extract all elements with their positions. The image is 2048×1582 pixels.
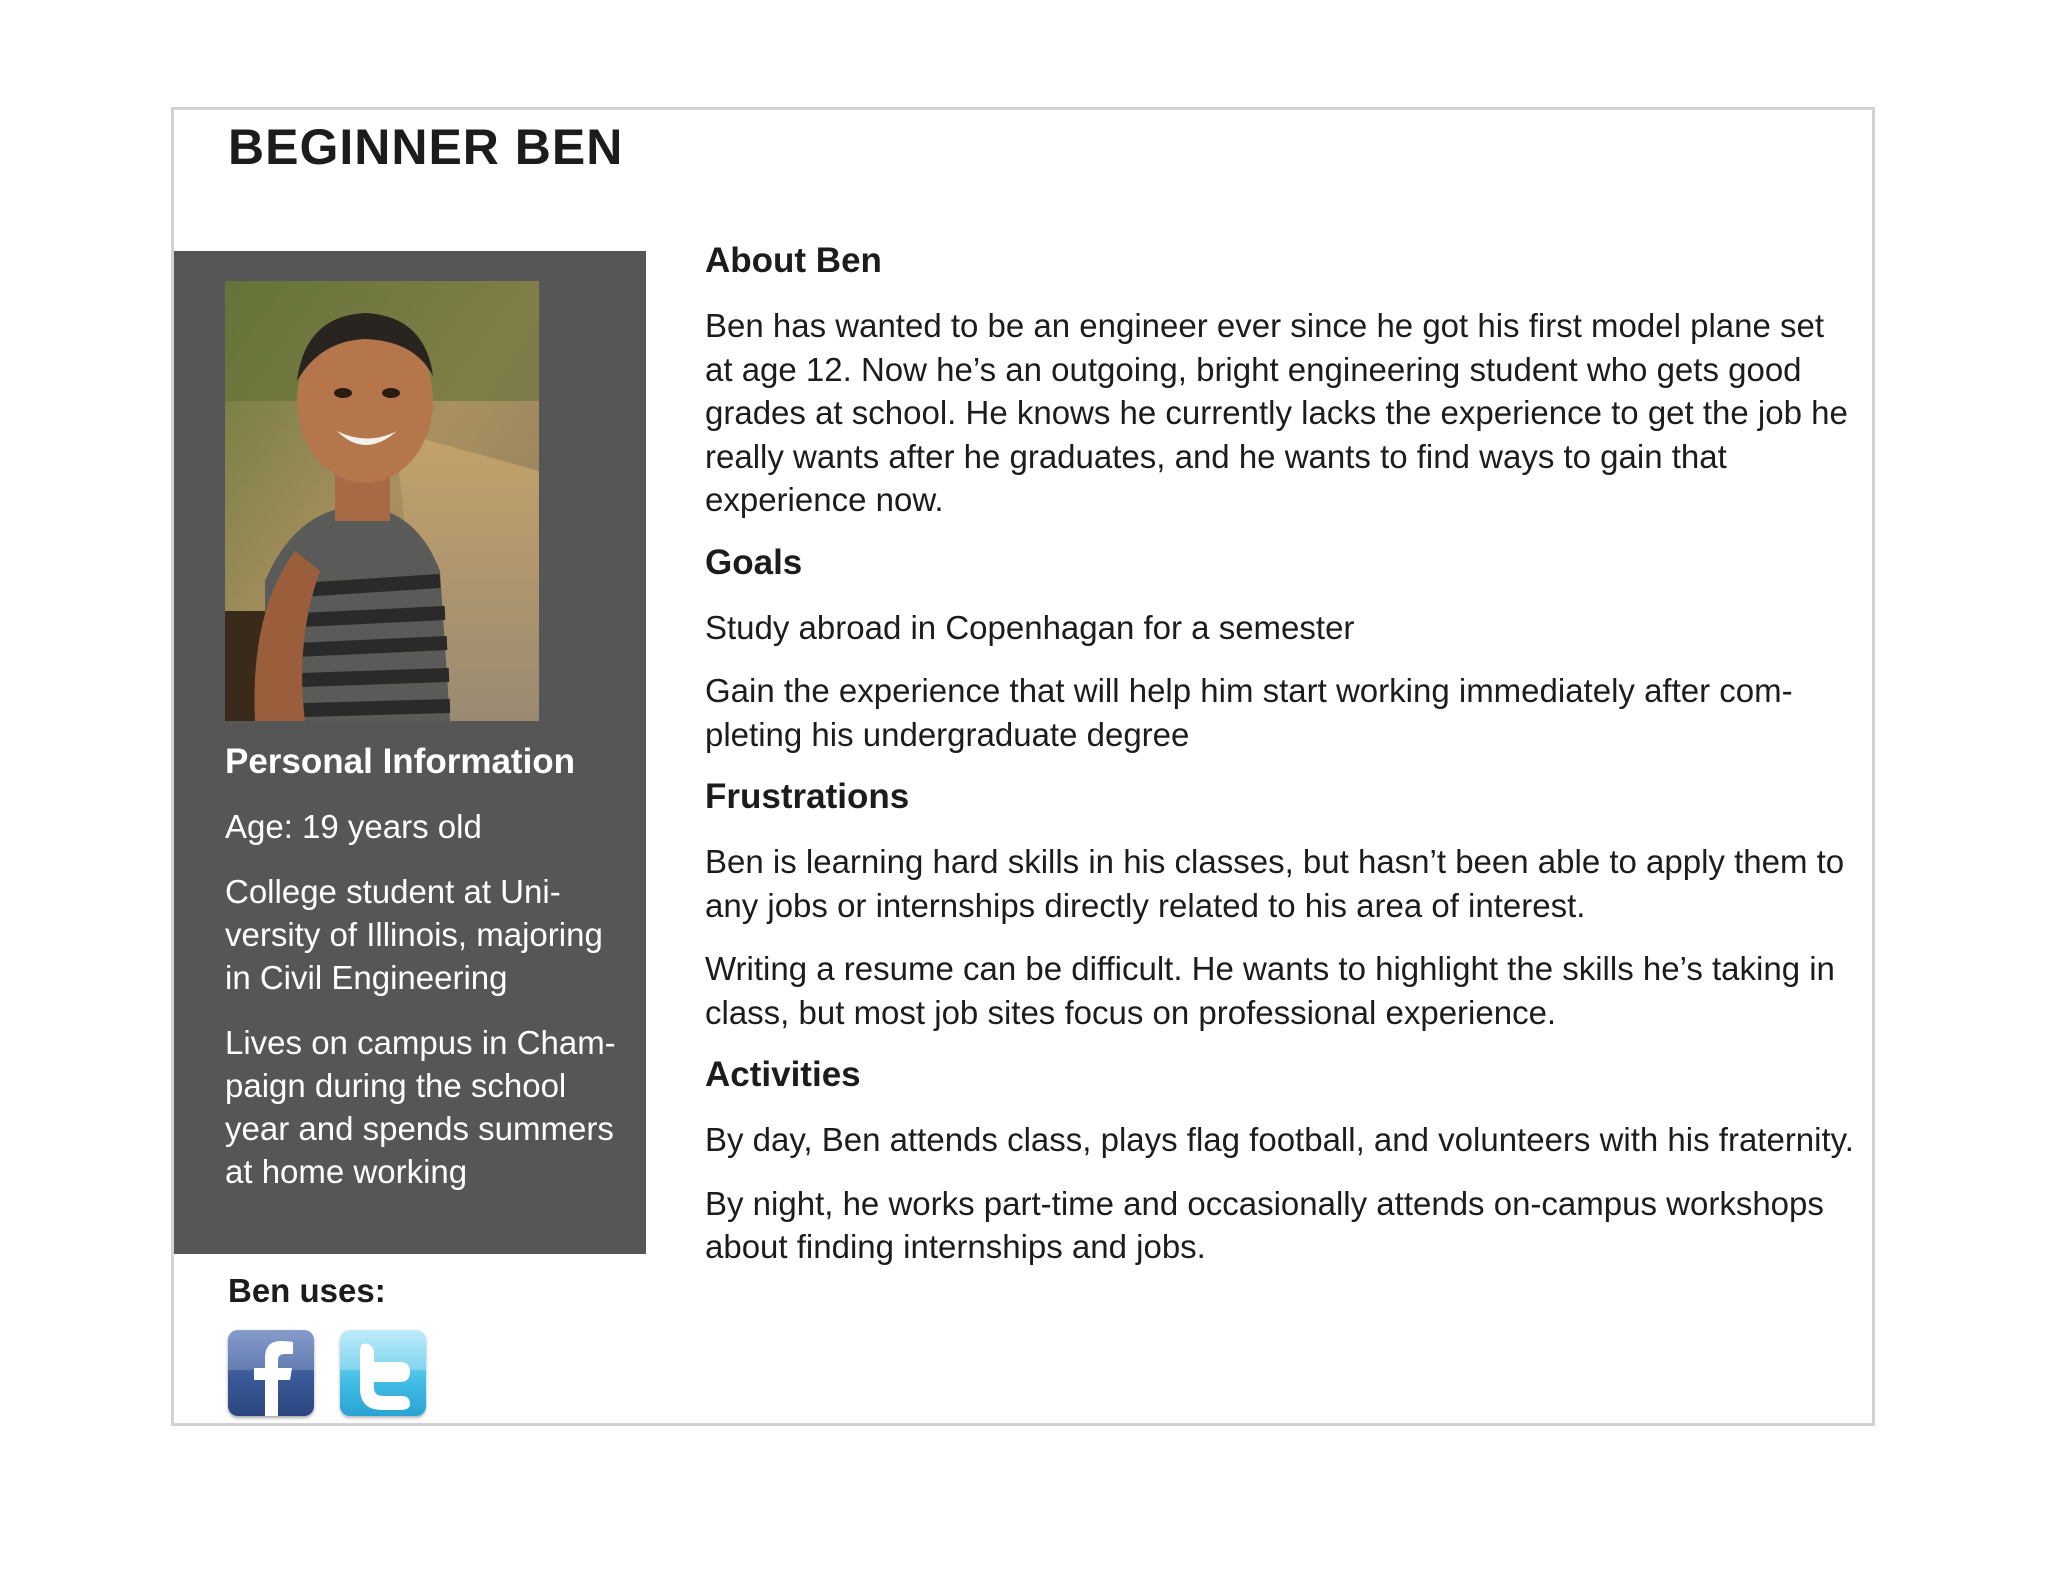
persona-photo — [225, 281, 539, 721]
apps-used — [228, 1270, 426, 1416]
activity-item: By night, he works part-time and occasionally attends on-campus workshops about finding internships and jobs. — [705, 1184, 1824, 1265]
goals-heading: Goals — [705, 542, 803, 582]
persona-card — [171, 107, 1875, 1426]
personal-info-age: Age: 19 years old — [225, 808, 482, 845]
apps-used-label: Ben uses: — [228, 1272, 386, 1309]
apps-icon-row — [228, 1330, 426, 1416]
personal-info — [225, 741, 625, 1215]
goal-item: Gain the experience that will help him start working immediately after com-pleting his undergraduate degree — [705, 672, 1793, 753]
personal-info-heading: Personal Information — [225, 742, 576, 781]
frustration-item: Ben is learning hard skills in his classes, but hasn’t been able to apply them to any jobs or internships directly related to his area of interest. — [705, 843, 1845, 924]
persona-details — [705, 240, 1855, 1289]
twitter-icon — [340, 1330, 426, 1416]
persona-title: BEGINNER BEN — [228, 119, 624, 175]
activity-item: By day, Ben attends class, plays flag football, and volunteers with his fraternity. — [705, 1121, 1854, 1158]
personal-info-education: College student at Uni-versity of Illinois, majoring in Civil Engineering — [225, 873, 603, 996]
goal-item: Study abroad in Copenhagan for a semester — [705, 608, 1355, 646]
frustration-item: Writing a resume can be difficult. He wants to highlight the skills he’s taking in class, but most job sites focus on professional experience. — [705, 950, 1835, 1031]
personal-info-panel — [174, 251, 646, 1254]
about-heading: About Ben — [705, 241, 882, 280]
activities-heading: Activities — [705, 1055, 861, 1094]
about-paragraph: Ben has wanted to be an engineer ever since he got his first model plane set at age 12. Now he’s an outgoing, bright engineering student who gets good grades at school. He knows he currently lacks the experience to get the job he really wants after he graduates, and he wants to find ways to gain that experience now. — [705, 307, 1848, 518]
frustrations-heading: Frustrations — [705, 777, 910, 816]
personal-info-residence: Lives on campus in Cham-paign during the school year and spends summers at home working — [225, 1024, 616, 1190]
facebook-icon — [228, 1330, 314, 1416]
